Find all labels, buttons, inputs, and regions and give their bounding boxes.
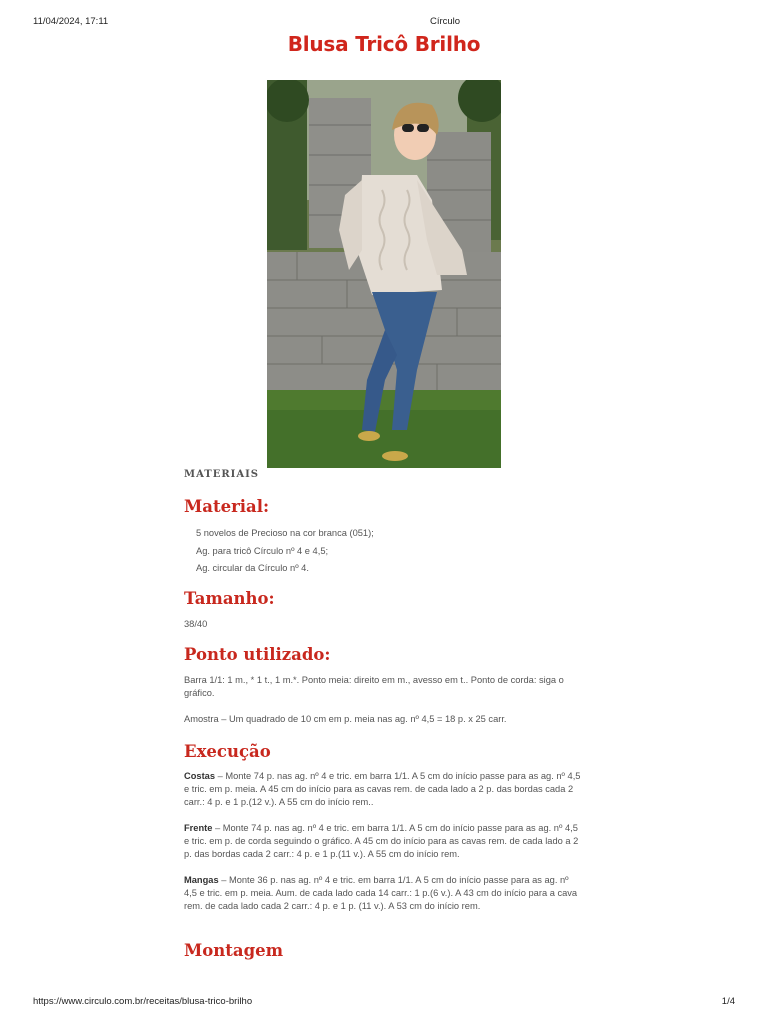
sleeves-instructions (184, 874, 584, 913)
front-text: – Monte 74 p. nas ag. nº 4 e tric. em barra 1/1. A 5 cm do início passe para as ag. nº 4,5 e tric. em p. de corda seguindo o gráfico. A 45 cm do início para as cavas rem. de cada lado a 2 p. das bordas cada 2 carr.: 4 p. e 1 p.(11 v.). A 55 cm do início rem. (184, 823, 579, 859)
stitch-heading: Ponto utilizado: (184, 645, 331, 664)
back-instructions (184, 770, 584, 809)
page-title: Blusa Tricô Brilho (287, 32, 481, 56)
size-heading: Tamanho: (184, 589, 275, 608)
size-value: 38/40 (184, 619, 208, 629)
front-instructions (184, 822, 584, 861)
list-item: Ag. para tricô Círculo nº 4 e 4,5; (196, 545, 329, 556)
print-datetime: 11/04/2024, 17:11 (33, 16, 109, 27)
list-item: 5 novelos de Precioso na cor branca (051); (196, 528, 374, 538)
back-text: – Monte 74 p. nas ag. nº 4 e tric. em barra 1/1. A 5 cm do início passe para as ag. nº 4,5 e tric. em p. meia. A 45 cm do início para as cavas rem. de cada lado a 2 p. das bordas cada 2 carr.: 4 p. e 1 p.(12 v.). A 55 cm do início rem.. (184, 771, 581, 807)
print-header (0, 16, 768, 30)
material-list (196, 526, 374, 579)
front-label: Frente (184, 823, 213, 833)
materials-eyebrow: MATERIAIS (184, 469, 259, 480)
product-photo (267, 80, 501, 468)
back-label: Costas (184, 771, 216, 781)
page-url: https://www.circulo.com.br/receitas/blusa-trico-brilho (33, 996, 253, 1007)
sleeves-text: – Monte 36 p. nas ag. nº 4 e tric. em barra 1/1. A 5 cm do início passe para as ag. nº 4,5 e tric. em p. meia. Aum. de cada lado cada 14 carr.: 1 p.(6 v.). A 43 cm do início para a cava rem. de cada lado cada 2 carr.: 4 p. e 1 p. (11 v.). A 53 cm do início rem. (184, 875, 578, 911)
sleeves-label: Mangas (184, 875, 219, 885)
execution-heading: Execução (184, 742, 271, 761)
page-number: 1/4 (721, 996, 735, 1007)
gauge-sample: Amostra – Um quadrado de 10 cm em p. meia nas ag. nº 4,5 = 18 p. x 25 carr. (184, 714, 507, 724)
stitch-description: Barra 1/1: 1 m., * 1 t., 1 m.*. Ponto meia: direito em m., avesso em t.. Ponto de corda: siga o gráfico. (184, 675, 564, 698)
material-heading: Material: (184, 497, 270, 516)
assembly-heading: Montagem (184, 941, 284, 960)
print-site-title: Círculo (429, 16, 461, 27)
list-item: Ag. circular da Círculo nº 4. (196, 563, 309, 573)
